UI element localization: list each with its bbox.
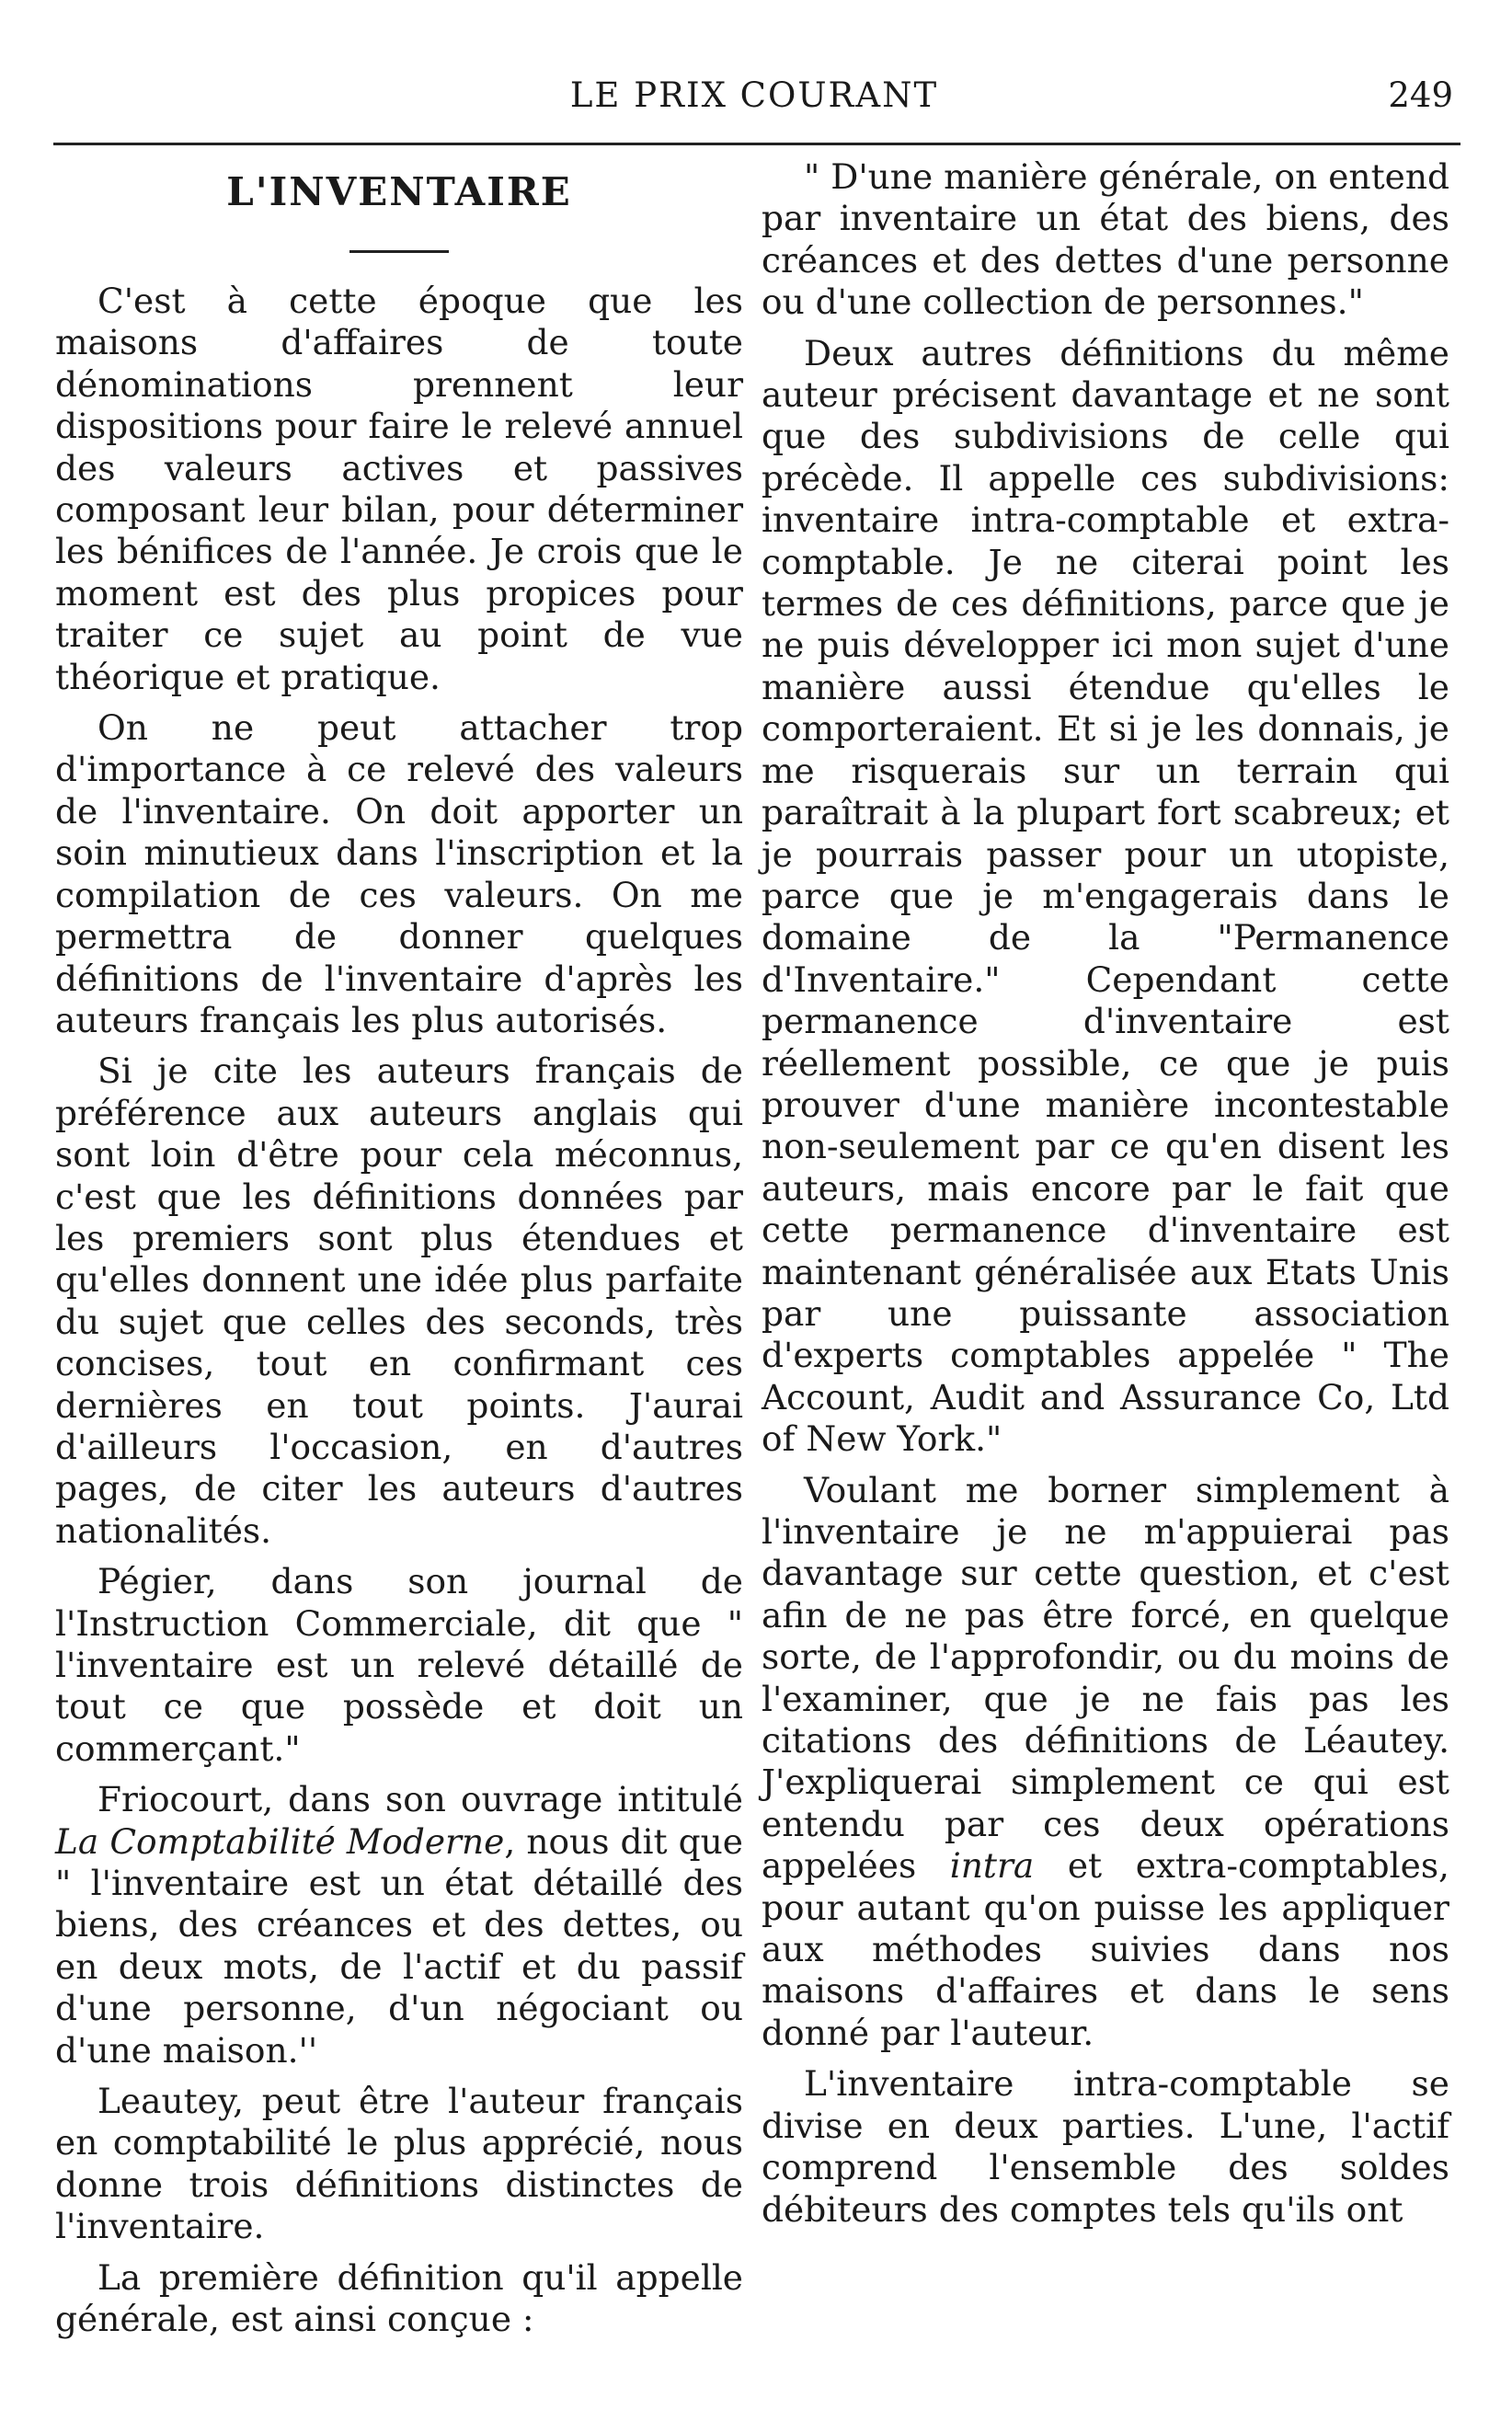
paragraph-pegier: Pégier, dans son journal de l'Instruction Commerciale, dit que " l'inventaire est un relevé détaillé de tout ce que possède et doit un commerçant." [55,1561,743,1769]
running-head [55,75,1453,131]
article-title: L'INVENTAIRE [226,169,572,214]
paragraph-intra-comptable: L'inventaire intra-comptable se divise en deux parties. L'une, l'actif comprend l'ensemble des soldes débiteurs des comptes tels qu'ils ont [762,2063,1449,2230]
right-column [762,156,1449,2231]
paragraph-general-definition: " D'une manière générale, on entend par inventaire un état des biens, des créances et des dettes d'une personne ou d'une collection de personnes." [762,156,1449,323]
journal-title: LE PRIX COURANT [569,75,939,115]
title-rule [349,250,449,253]
friocourt-text-before: Friocourt, dans son ouvrage intitulé [97,1779,743,1820]
paragraph-french-authors: Si je cite les auteurs français de préférence aux auteurs anglais qui sont loin d'être pour cela méconnus, c'est que les définitions données par les premiers sont plus étendues et qu'elles donnent une idée plus parfaite du sujet que celles des seconds, très concises, tout en confirmant ces dernières en tout points. J'aurai d'ailleurs l'occasion, en d'autres pages, de citer les auteurs d'autres nationalités. [55,1050,743,1551]
page-number: 249 [1388,75,1453,115]
paragraph-importance: On ne peut attacher trop d'importance à ce relevé des valeurs de l'inventaire. On doit apporter un soin minutieux dans l'inscription et la compilation de ces valeurs. On me permettra de donner quelques définitions de l'inventaire d'après les auteurs français les plus autorisés. [55,707,743,1040]
paragraph-leautey: Leautey, peut être l'auteur français en comptabilité le plus apprécié, nous donne trois définitions distinctes de l'inventaire. [55,2081,743,2247]
paragraph-other-definitions: Deux autres définitions du même auteur précisent davantage et ne sont que des subdivisions de celle qui précède. Il appelle ces subdivisions: inventaire intra-comptable et extra-comptable. Je ne citerai point les termes de ces définitions, parce que je ne puis développer ici mon sujet d'une manière aussi étendue qu'elles le comporteraient. Et si je les donnais, je me risquerais sur un terrain qui paraîtrait à la plupart fort scabreux; et je pourrais passer pour un utopiste, parce que je m'engagerais dans le domaine de la "Permanence d'Inventaire." Cependant cette permanence d'inventaire est réellement possible, ce que je puis prouver d'une manière incontestable non-seulement par ce qu'en disent les auteurs, mais encore par le fait que cette permanence d'inventaire est maintenant généralisée aux Etats Unis par une puissante association d'experts comptables appelée " The Account, Audit and Assurance Co, Ltd of New York." [762,332,1449,1460]
left-column [55,156,743,2341]
friocourt-book-title: La Comptabilité Moderne [55,1820,505,1862]
intra-text-after: et extra-comptables, pour autant qu'on puisse les appliquer aux méthodes suivies dans nos maisons d'affaires et dans le sens donné par l'auteur. [762,1845,1449,2053]
paragraph-intra-extra [762,1470,1449,2055]
intra-italic: intra [949,1845,1035,1887]
header-rule [53,143,1460,145]
paragraph-intro: C'est à cette époque que les maisons d'affaires de toute dénominations prennent leur dispositions pour faire le relevé annuel des valeurs actives et passives composant leur bilan, pour déterminer les bénifices de l'année. Je crois que le moment est des plus propices pour traiter ce sujet au point de vue théorique et pratique. [55,281,743,697]
paragraph-friocourt [55,1779,743,2071]
paragraph-first-definition: La première définition qu'il appelle générale, est ainsi conçue : [55,2256,743,2340]
friocourt-text-after: , nous dit que " l'inventaire est un état détaillé des biens, des créances et des dettes, ou en deux mots, de l'actif et du passif d'une personne, d'un négociant ou d'une maison.'' [55,1820,743,2071]
intra-text-before: Voulant me borner simplement à l'inventaire je ne m'appuierai pas davantage sur cette question, et c'est afin de ne pas être forcé, en quelque sorte, de l'approfondir, ou du moins de l'examiner, que je ne fais pas les citations des définitions de Léautey. J'expliquerai simplement ce qui est entendu par ces deux opérations appelées [762,1469,1449,1887]
